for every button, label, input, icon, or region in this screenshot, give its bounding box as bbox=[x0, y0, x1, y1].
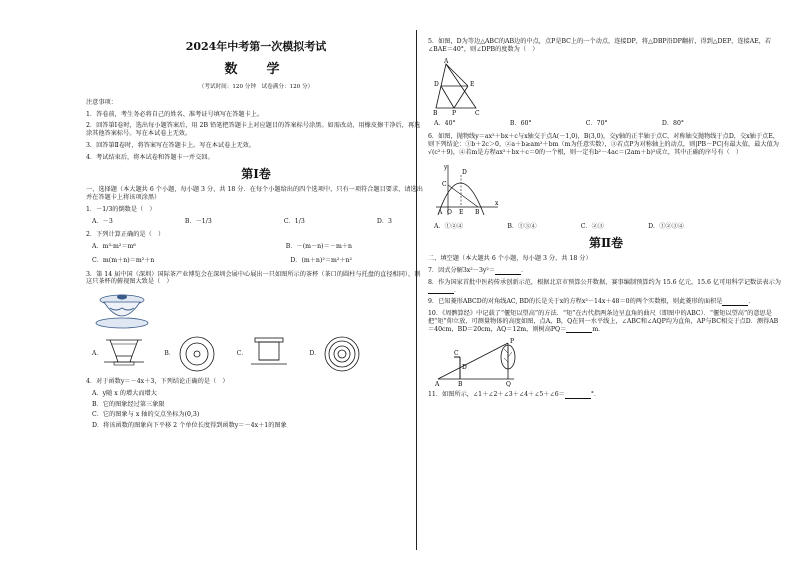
q5-triangle-figure bbox=[432, 58, 492, 116]
notice-item-4: 4．考试结束后，将本试卷和答题卡一并交回。 bbox=[86, 153, 214, 161]
q3-option-a-label: A． bbox=[92, 350, 103, 358]
notice-item-3: 3．回答第Ⅱ卷时，将答案写在答题卡上。写在本试卷上无效。 bbox=[86, 141, 256, 149]
q9: 9．已知菱形ABCD的对角线AC, BD的长是关于x的方程x²－14x＋48＝0的两个实数根，则此菱形的面积是 ． bbox=[428, 298, 755, 306]
notice-item-2: 2．回答第Ⅰ卷时，选出每小题答案后，用 2B 铅笔把答题卡上对应题目的答案标号涂黑。如需改动，用橡皮擦干净后，再选涂其他答案标号。写在本试卷上无效。 bbox=[86, 122, 421, 138]
q5-label-e: E bbox=[470, 80, 475, 88]
q7-stem: 7．因式分解3x²－3y²＝ bbox=[428, 267, 496, 274]
q4-option-a[interactable]: A．y随 x 的增大而增大 bbox=[92, 389, 157, 397]
q10-answer-blank[interactable] bbox=[566, 326, 592, 333]
q6-label-d: D bbox=[462, 168, 467, 176]
q5-option-d[interactable]: D．80° bbox=[661, 119, 684, 127]
right-column bbox=[428, 34, 784, 403]
q8-answer-blank[interactable] bbox=[428, 287, 454, 294]
part1-instruction: 一、选择题（本大题共 6 个小题，每小题 3 分，共 18 分．在每个小题给出的四个选项中，只有一项符合题目要求，请选出并在答题卡上将该项涂黑） bbox=[86, 186, 423, 202]
q6-label-a: A bbox=[438, 208, 443, 216]
part2-instruction: 二、填空题（本大题共 6 个小题，每小题 3 分，共 18 分） bbox=[428, 255, 592, 263]
q1-option-c[interactable]: C．1/3 bbox=[283, 217, 305, 225]
q10-label-c: C bbox=[454, 350, 459, 358]
q4-option-c[interactable]: C．它的图象与 x 轴的交点坐标为(0,3) bbox=[92, 411, 200, 419]
q2-option-b[interactable]: B．－(m－n)＝－m＋n bbox=[285, 243, 352, 251]
q1-option-a[interactable]: A．－3 bbox=[92, 217, 113, 225]
q11-unit: °． bbox=[590, 391, 601, 399]
q6-label-b: B bbox=[475, 208, 480, 216]
q1-stem: 1．－1/3的倒数是（ ） bbox=[86, 205, 156, 213]
q1-option-d[interactable]: D．3 bbox=[376, 217, 392, 225]
q10-label-a: A bbox=[435, 381, 440, 388]
q11 bbox=[428, 391, 784, 399]
exam-title: 2024年中考第一次模拟考试 bbox=[185, 40, 327, 53]
q5-option-b[interactable]: B．60° bbox=[509, 119, 532, 127]
q6-option-b[interactable]: B．①③④ bbox=[507, 222, 537, 230]
q2-option-d[interactable]: D．(m＋n)²＝m²＋n² bbox=[290, 256, 352, 264]
q6-label-x: x bbox=[495, 199, 499, 207]
q10-tree-figure bbox=[434, 337, 534, 387]
q11-answer-blank[interactable] bbox=[565, 392, 591, 399]
left-column bbox=[86, 32, 426, 433]
q6-option-c[interactable]: C．②③ bbox=[580, 222, 604, 230]
ring-circles-icon bbox=[320, 334, 364, 374]
teacup-image bbox=[92, 290, 152, 330]
concentric-circles-icon bbox=[175, 334, 219, 374]
q3-option-d[interactable] bbox=[309, 334, 364, 374]
q2-option-a[interactable]: A．m³·m²＝m⁶ bbox=[92, 243, 136, 251]
q5-label-d: D bbox=[434, 80, 439, 88]
q1-option-b[interactable]: B．－1/3 bbox=[184, 217, 212, 225]
q9-stem: 9．已知菱形ABCD的对角线AC, BD的长是关于x的方程x²－14x＋48＝0的两个实数根，则此菱形的面积是 bbox=[428, 298, 723, 306]
q6-label-y: y bbox=[444, 163, 448, 171]
q3-option-a[interactable] bbox=[92, 334, 146, 374]
q2-options-row2 bbox=[92, 257, 352, 265]
q3-stem: 3．第 14 届中国（深圳）国际茶产业博览会在深圳会展中心展出一只如图所示的茶杯（茶口的圆柱与托盘的直径相同），则这只茶杯的俯视图大致是（ ） bbox=[86, 270, 421, 286]
q2-options-row1 bbox=[92, 243, 352, 251]
q10 bbox=[428, 310, 784, 333]
exam-subject: 数 学 bbox=[224, 61, 288, 77]
q4-option-b[interactable]: B．它的图象经过第三象限 bbox=[92, 400, 165, 408]
q10-label-b: B bbox=[458, 381, 463, 388]
cup-front-view-icon bbox=[102, 334, 146, 374]
q3-option-b-label: B． bbox=[164, 350, 175, 358]
q5-label-c: C bbox=[475, 109, 480, 116]
q7: 7．因式分解3x²－3y²＝ ． bbox=[428, 267, 528, 274]
q6-parabola-figure bbox=[432, 161, 502, 219]
q6-label-c: C bbox=[442, 180, 447, 188]
q5-label-b: B bbox=[433, 109, 438, 116]
q11-stem: 11．如图所示，∠1＋∠2＋∠3＋∠4＋∠5＋∠6＝ bbox=[428, 391, 565, 399]
q6-option-a[interactable]: A．①②④ bbox=[434, 222, 464, 230]
q4-stem: 4．对于函数y＝－4x＋3，下列结论正确的是（ ） bbox=[86, 378, 229, 386]
q10-label-q: Q bbox=[506, 381, 511, 388]
q10-label-d: D bbox=[462, 364, 467, 372]
q8-stem: 8．作为国家首批中医药传承创新示范，根据北京市预算公开数据，赛事编制预算约为 15.6 亿元，15.6 亿可用科学记数法表示为 bbox=[428, 278, 781, 286]
q5-option-c[interactable]: C．70° bbox=[585, 119, 608, 127]
part1-title: 第Ⅰ卷 bbox=[241, 167, 271, 182]
q10-unit: m． bbox=[592, 325, 605, 333]
q8: 8．作为国家首批中医药传承创新示范，根据北京市预算公开数据，赛事编制预算约为 15.6 亿元，15.6 亿可用科学记数法表示为． bbox=[428, 278, 781, 294]
q2-stem: 2．下列计算正确的是（ ） bbox=[86, 231, 165, 239]
q6-options bbox=[434, 223, 684, 231]
q10-label-p: P bbox=[510, 338, 515, 346]
q6-option-d[interactable]: D．①②③④ bbox=[648, 222, 684, 230]
q5-label-a: A bbox=[444, 57, 449, 65]
q10-stem: 10．《周髀算经》中记载了“偃矩以望高”的方法．“矩”在古代指两条边呈直角的曲尺（即图中的ABC）．“偃矩以望高”的意思是把“矩”仰立放，可测量物体的高度如图，点A，B，Q在同一水平线上，∠ABC和∠AQP均为直角，AP与BC相交于点D．测得AB＝40cm，BD＝20cm，AQ＝12m，则树高PQ＝ bbox=[428, 310, 779, 333]
q1-options bbox=[92, 218, 392, 226]
q6-label-e: E bbox=[459, 208, 464, 216]
q3-option-c[interactable] bbox=[237, 334, 292, 374]
q5-stem: 5．如图，D为等边△ABC的AB边的中点，点P是BC上的一个动点，连接DP，将△DBP沿DP翻折，得到△DEP，连接AE，若∠BAE＝40°，则∠DPB的度数为（ ） bbox=[428, 38, 772, 53]
cup-side-view-icon bbox=[247, 334, 291, 374]
q6-stem: 6．如图，抛物线y＝ax²＋bx＋c与x轴交于点A(－1,0)，B(3,0)，交y轴的正半轴于点C，对称轴交抛物线于点D，交x轴于点E，则下列结论：①b＋2c＞0，②a＋b≥am²＋bm（m为任意实数），③若点P为对称轴上的动点，则|PB－PC|有最大值，最大值为√(c²＋9)，④若m是方程ax²＋bx＋c＝0的一个根，则一定有b²－4ac＝(2am＋b)²成立，其中正确的序号有（ ） bbox=[428, 133, 779, 156]
q5-options bbox=[434, 120, 684, 128]
q2-option-c[interactable]: C．m(m＋n)＝m²＋n bbox=[92, 256, 155, 264]
q7-answer-blank[interactable] bbox=[495, 268, 521, 275]
q5-label-p: P bbox=[452, 109, 457, 116]
q4-option-d[interactable]: D．将该函数的图象向下平移 2 个单位长度得到函数y＝－4x＋1的图象 bbox=[92, 422, 287, 430]
q3-option-d-label: D． bbox=[309, 350, 321, 358]
q6-label-o: O bbox=[447, 208, 452, 216]
exam-meta: （考试时间：120 分钟 试卷满分：120 分） bbox=[198, 84, 314, 90]
q3-option-c-label: C． bbox=[236, 350, 248, 358]
q9-answer-blank[interactable] bbox=[722, 299, 748, 306]
part2-title: 第Ⅱ卷 bbox=[588, 236, 624, 251]
q3-options bbox=[92, 334, 426, 374]
q3-option-b[interactable] bbox=[164, 334, 218, 374]
q5-option-a[interactable]: A．40° bbox=[434, 119, 456, 127]
notice-item-1: 1．答卷前，考生务必将自己的姓名、准考证号填写在答题卡上。 bbox=[86, 110, 264, 118]
notice-heading: 注意事项： bbox=[86, 98, 117, 106]
